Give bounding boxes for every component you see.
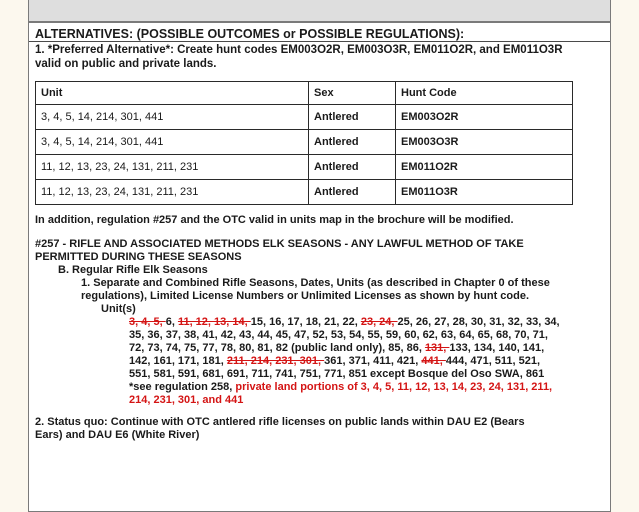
deleted-units: 131,: [424, 342, 450, 354]
units-label: Unit(s): [101, 303, 136, 315]
units-text: 133, 134, 140, 141,: [449, 342, 545, 354]
deleted-units: 11, 12, 13, 14,: [177, 316, 251, 328]
deleted-units: 23, 24,: [360, 316, 398, 328]
units-list: [129, 316, 604, 407]
header-hunt-code: Hunt Code: [396, 82, 573, 105]
subsection-1: [81, 277, 604, 303]
regulation-title-line-1: #257 - RIFLE AND ASSOCIATED METHODS ELK SEASONS - ANY LAWFUL METHOD OF TAKE: [35, 238, 524, 250]
cell-unit: 11, 12, 13, 23, 24, 131, 211, 231: [36, 155, 309, 180]
alternatives-heading: ALTERNATIVES: (POSSIBLE OUTCOMES or POSSIBLE REGULATIONS):: [29, 27, 610, 42]
units-line: 551, 581, 591, 681, 691, 711, 741, 751, 771, 851 except Bosque del Oso SWA, 861: [129, 368, 545, 380]
hunt-code-table: [35, 81, 573, 205]
units-text: 6,: [165, 316, 178, 328]
inserted-units: private land portions of 3, 4, 5, 11, 12, 13, 14, 23, 24, 131, 211,: [235, 381, 553, 393]
units-line: [129, 316, 604, 329]
units-line: [129, 355, 604, 368]
units-text: 142, 161, 171, 181,: [129, 355, 227, 367]
subsection-1-line-2: regulations), Limited License Numbers or Unlimited Licenses as shown by hunt code.: [81, 290, 530, 302]
units-line: 35, 36, 37, 38, 41, 42, 43, 44, 45, 47, 52, 53, 54, 55, 59, 60, 62, 63, 64, 65, 68, 70, 71,: [129, 329, 548, 341]
subsection-1-line-1: 1. Separate and Combined Rifle Seasons, Dates, Units (as described in Chapter 0 of these: [81, 277, 550, 289]
addition-note: In addition, regulation #257 and the OTC valid in units map in the brochure will be modified.: [35, 214, 514, 226]
cell-sex: Antlered: [309, 155, 396, 180]
preferred-alternative-line-2: valid on public and private lands.: [35, 58, 217, 70]
status-quo-line-1: 2. Status quo: Continue with OTC antlered rifle licenses on public lands within DAU E2 (Bears: [35, 416, 525, 428]
table-row: [36, 180, 573, 205]
header-sex: Sex: [309, 82, 396, 105]
units-text: *see regulation 258,: [129, 381, 236, 393]
table-row: [36, 130, 573, 155]
units-line: [129, 381, 604, 394]
status-quo-line-2: Ears) and DAU E6 (White River): [35, 429, 200, 441]
regulation-257-title: [35, 238, 604, 264]
section-b-title: B. Regular Rifle Elk Seasons: [58, 264, 208, 276]
cell-unit: 3, 4, 5, 14, 214, 301, 441: [36, 130, 309, 155]
cell-hunt-code: EM003O2R: [396, 105, 573, 130]
cell-sex: Antlered: [309, 105, 396, 130]
header-unit: Unit: [36, 82, 309, 105]
deleted-units: 441,: [421, 355, 446, 367]
alternatives-document: [28, 22, 611, 512]
regulation-title-line-2: PERMITTED DURING THESE SEASONS: [35, 251, 242, 263]
deleted-units: 3, 4, 5,: [129, 316, 166, 328]
cell-hunt-code: EM011O2R: [396, 155, 573, 180]
cell-sex: Antlered: [309, 180, 396, 205]
status-quo-alternative: [35, 416, 604, 442]
units-line: [129, 342, 604, 355]
previous-section-box: [28, 0, 611, 22]
deleted-units: 211, 214, 231, 301,: [226, 355, 325, 367]
preferred-alternative-line-1: 1. *Preferred Alternative*: Create hunt codes EM003O2R, EM003O3R, EM011O2R, and EM011O3R: [35, 44, 563, 56]
units-text: 25, 26, 27, 28, 30, 31, 32, 33, 34,: [397, 316, 560, 328]
cell-sex: Antlered: [309, 130, 396, 155]
table-header-row: [36, 82, 573, 105]
inserted-units-line: 214, 231, 301, and 441: [129, 394, 244, 406]
cell-hunt-code: EM003O3R: [396, 130, 573, 155]
units-text: 444, 471, 511, 521,: [445, 355, 541, 367]
table-row: [36, 155, 573, 180]
cell-unit: 11, 12, 13, 23, 24, 131, 211, 231: [36, 180, 309, 205]
table-row: [36, 105, 573, 130]
units-text: 15, 16, 17, 18, 21, 22,: [250, 316, 361, 328]
units-text: 72, 73, 74, 75, 77, 78, 80, 81, 82 (public land only), 85, 86,: [129, 342, 425, 354]
units-text: 361, 371, 411, 421,: [324, 355, 422, 367]
cell-hunt-code: EM011O3R: [396, 180, 573, 205]
cell-unit: 3, 4, 5, 14, 214, 301, 441: [36, 105, 309, 130]
preferred-alternative: [35, 43, 604, 71]
